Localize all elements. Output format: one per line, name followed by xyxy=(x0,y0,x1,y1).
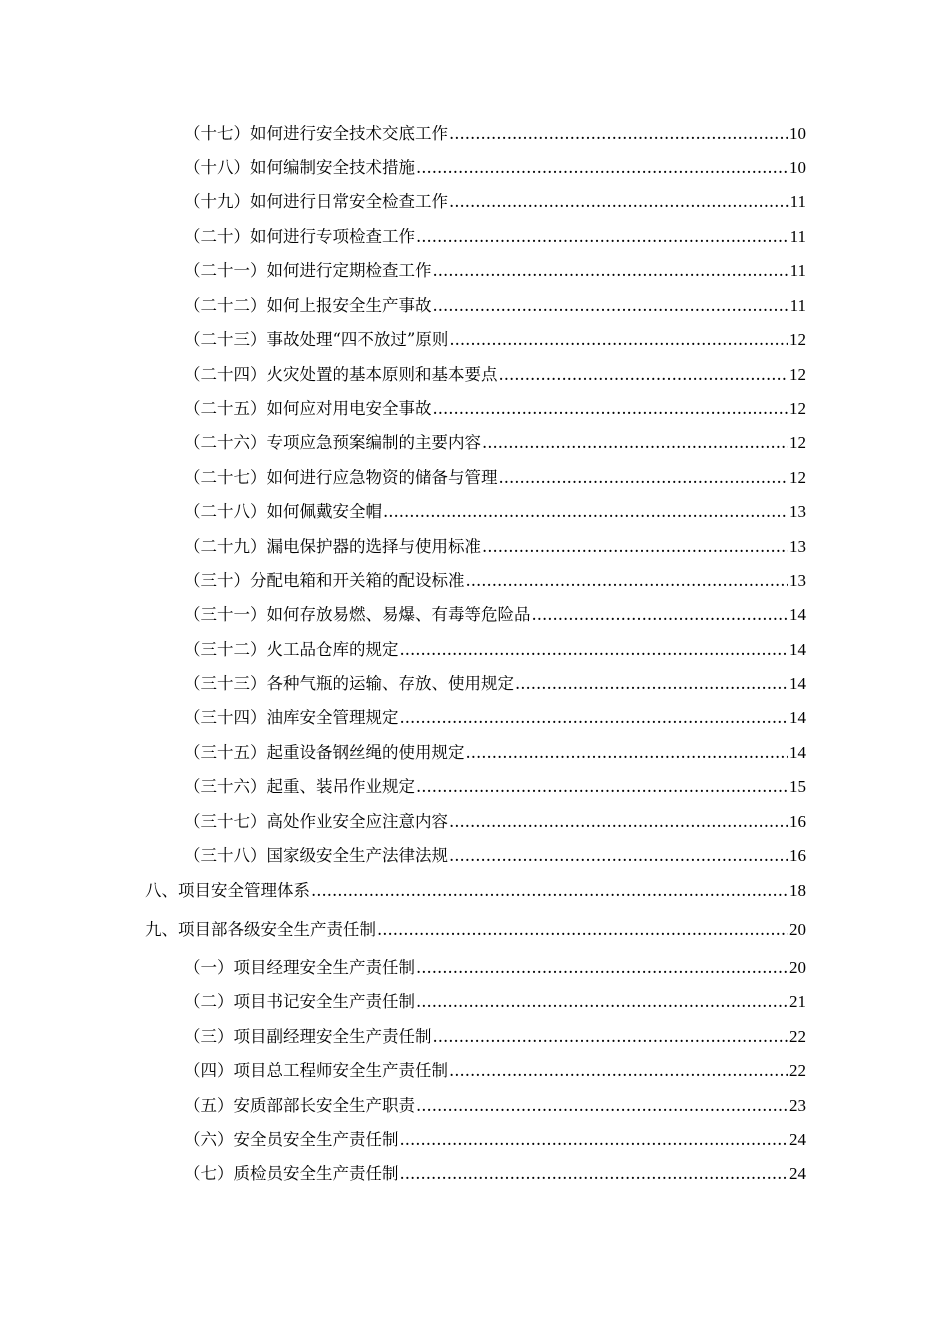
toc-entry-title: 九、项目部各级安全生产责任制 xyxy=(145,920,376,939)
toc-dot-leader xyxy=(532,600,789,630)
toc-entry[interactable] xyxy=(184,600,806,630)
toc-entry[interactable] xyxy=(184,1159,806,1189)
toc-dot-leader xyxy=(377,915,788,945)
toc-entry[interactable] xyxy=(184,1022,806,1052)
toc-entry-title: （三）项目副经理安全生产责任制 xyxy=(184,1027,432,1046)
toc-entry-title: （三十七）高处作业安全应注意内容 xyxy=(184,812,448,831)
toc-dot-leader xyxy=(449,187,789,217)
toc-dot-leader xyxy=(482,532,788,562)
toc-entry[interactable] xyxy=(184,325,806,355)
toc-entry[interactable] xyxy=(184,119,806,149)
toc-entry[interactable] xyxy=(184,394,806,424)
toc-entry-title: （三十一）如何存放易燃、易爆、有毒等危险品 xyxy=(184,605,531,624)
toc-entry[interactable] xyxy=(184,772,806,802)
toc-entry[interactable] xyxy=(184,841,806,871)
toc-entry-page-number: 10 xyxy=(789,124,806,143)
toc-entry-page-number: 16 xyxy=(789,812,806,831)
toc-entry[interactable] xyxy=(145,876,806,906)
toc-entry-page-number: 12 xyxy=(789,365,806,384)
toc-entry[interactable] xyxy=(184,566,806,596)
toc-entry-page-number: 13 xyxy=(789,502,806,521)
toc-entry-page-number: 14 xyxy=(789,743,806,762)
toc-entry-title: （七）质检员安全生产责任制 xyxy=(184,1164,399,1183)
toc-entry[interactable] xyxy=(184,1091,806,1121)
toc-dot-leader xyxy=(449,119,788,149)
toc-dot-leader xyxy=(449,841,788,871)
toc-entry-title: （二十七）如何进行应急物资的储备与管理 xyxy=(184,468,498,487)
toc-entry-title: （二十八）如何佩戴安全帽 xyxy=(184,502,382,521)
toc-entry-page-number: 20 xyxy=(789,958,806,977)
toc-entry-title: （二十四）火灾处置的基本原则和基本要点 xyxy=(184,365,498,384)
toc-entry-page-number: 24 xyxy=(789,1164,806,1183)
toc-dot-leader xyxy=(466,738,789,768)
toc-entry-page-number: 12 xyxy=(789,330,806,349)
toc-entry-title: （三十二）火工品仓库的规定 xyxy=(184,640,399,659)
toc-entry-title: （二十六）专项应急预案编制的主要内容 xyxy=(184,433,481,452)
toc-dot-leader xyxy=(416,772,788,802)
toc-dot-leader xyxy=(383,497,788,527)
toc-dot-leader xyxy=(515,669,788,699)
toc-entry-title: 八、项目安全管理体系 xyxy=(145,881,310,900)
toc-entry-title: （二十三）事故处理“四不放过”原则 xyxy=(184,330,449,349)
toc-entry[interactable] xyxy=(184,635,806,665)
toc-dot-leader xyxy=(433,1022,789,1052)
toc-entry-page-number: 11 xyxy=(789,296,806,315)
toc-entry-title: （六）安全员安全生产责任制 xyxy=(184,1130,399,1149)
toc-entry-page-number: 24 xyxy=(789,1130,806,1149)
toc-entry-page-number: 12 xyxy=(789,433,806,452)
toc-entry[interactable] xyxy=(184,187,806,217)
toc-entry[interactable] xyxy=(184,953,806,983)
toc-dot-leader xyxy=(416,1091,788,1121)
toc-entry[interactable] xyxy=(184,428,806,458)
toc-entry-title: （三十四）油库安全管理规定 xyxy=(184,708,399,727)
toc-dot-leader xyxy=(416,987,788,1017)
toc-entry[interactable] xyxy=(184,703,806,733)
toc-dot-leader xyxy=(449,807,788,837)
toc-entry-title: （三十八）国家级安全生产法律法规 xyxy=(184,846,448,865)
toc-dot-leader xyxy=(400,1125,789,1155)
toc-entry-page-number: 10 xyxy=(789,158,806,177)
toc-entry-page-number: 21 xyxy=(789,992,806,1011)
toc-entry[interactable] xyxy=(184,222,806,252)
toc-entry-title: （十八）如何编制安全技术措施 xyxy=(184,158,415,177)
toc-entry-title: （二十一）如何进行定期检查工作 xyxy=(184,261,432,280)
toc-entry-title: （二）项目书记安全生产责任制 xyxy=(184,992,415,1011)
toc-entry-page-number: 13 xyxy=(789,537,806,556)
toc-entry[interactable] xyxy=(184,153,806,183)
toc-dot-leader xyxy=(311,876,788,906)
toc-dot-leader xyxy=(400,1159,789,1189)
toc-entry-title: （四）项目总工程师安全生产责任制 xyxy=(184,1061,448,1080)
toc-entry-page-number: 15 xyxy=(789,777,806,796)
toc-entry-page-number: 14 xyxy=(789,674,806,693)
toc-entry-title: （十七）如何进行安全技术交底工作 xyxy=(184,124,448,143)
toc-entry-page-number: 23 xyxy=(789,1096,806,1115)
toc-entry-page-number: 11 xyxy=(789,227,806,246)
toc-entry-page-number: 22 xyxy=(789,1061,806,1080)
toc-entry-page-number: 18 xyxy=(789,881,806,900)
toc-entry-page-number: 22 xyxy=(789,1027,806,1046)
toc-entry-title: （二十）如何进行专项检查工作 xyxy=(184,227,415,246)
toc-entry-page-number: 14 xyxy=(789,708,806,727)
toc-dot-leader xyxy=(482,428,788,458)
toc-entry-title: （二十九）漏电保护器的选择与使用标准 xyxy=(184,537,481,556)
toc-dot-leader xyxy=(466,566,789,596)
toc-dot-leader xyxy=(499,360,789,390)
toc-dot-leader xyxy=(449,1056,788,1086)
toc-entry-page-number: 11 xyxy=(789,261,806,280)
toc-entry[interactable] xyxy=(184,807,806,837)
toc-entry-page-number: 13 xyxy=(789,571,806,590)
toc-dot-leader xyxy=(416,153,788,183)
toc-entry-title: （三十）分配电箱和开关箱的配设标准 xyxy=(184,571,465,590)
toc-entry-page-number: 14 xyxy=(789,605,806,624)
toc-dot-leader xyxy=(433,394,789,424)
toc-dot-leader xyxy=(400,635,789,665)
toc-entry-title: （五）安质部部长安全生产职责 xyxy=(184,1096,415,1115)
toc-entry-title: （一）项目经理安全生产责任制 xyxy=(184,958,415,977)
toc-entry-page-number: 14 xyxy=(789,640,806,659)
toc-entry[interactable] xyxy=(184,291,806,321)
toc-entry-title: （二十二）如何上报安全生产事故 xyxy=(184,296,432,315)
toc-dot-leader xyxy=(433,291,789,321)
toc-entry[interactable] xyxy=(184,532,806,562)
toc-entry-title: （三十六）起重、装吊作业规定 xyxy=(184,777,415,796)
toc-dot-leader xyxy=(499,463,789,493)
toc-entry[interactable] xyxy=(184,463,806,493)
toc-dot-leader xyxy=(433,256,789,286)
toc-entry-page-number: 16 xyxy=(789,846,806,865)
toc-dot-leader xyxy=(416,953,788,983)
toc-entry[interactable] xyxy=(184,256,806,286)
toc-entry[interactable] xyxy=(184,987,806,1017)
toc-entry-title: （三十五）起重设备钢丝绳的使用规定 xyxy=(184,743,465,762)
toc-dot-leader xyxy=(449,325,788,355)
toc-entry-page-number: 20 xyxy=(789,920,806,939)
toc-dot-leader xyxy=(400,703,789,733)
toc-entry-page-number: 12 xyxy=(789,468,806,487)
toc-entry-title: （三十三）各种气瓶的运输、存放、使用规定 xyxy=(184,674,514,693)
toc-entry[interactable] xyxy=(184,1125,806,1155)
toc-entry[interactable] xyxy=(184,738,806,768)
toc-entry-page-number: 12 xyxy=(789,399,806,418)
toc-entry[interactable] xyxy=(184,1056,806,1086)
toc-entry[interactable] xyxy=(184,669,806,699)
toc-dot-leader xyxy=(416,222,789,252)
toc-entry-page-number: 11 xyxy=(789,192,806,211)
toc-entry[interactable] xyxy=(145,915,806,945)
toc-entry-title: （二十五）如何应对用电安全事故 xyxy=(184,399,432,418)
toc-entry[interactable] xyxy=(184,497,806,527)
toc-entry-title: （十九）如何进行日常安全检查工作 xyxy=(184,192,448,211)
toc-entry[interactable] xyxy=(184,360,806,390)
